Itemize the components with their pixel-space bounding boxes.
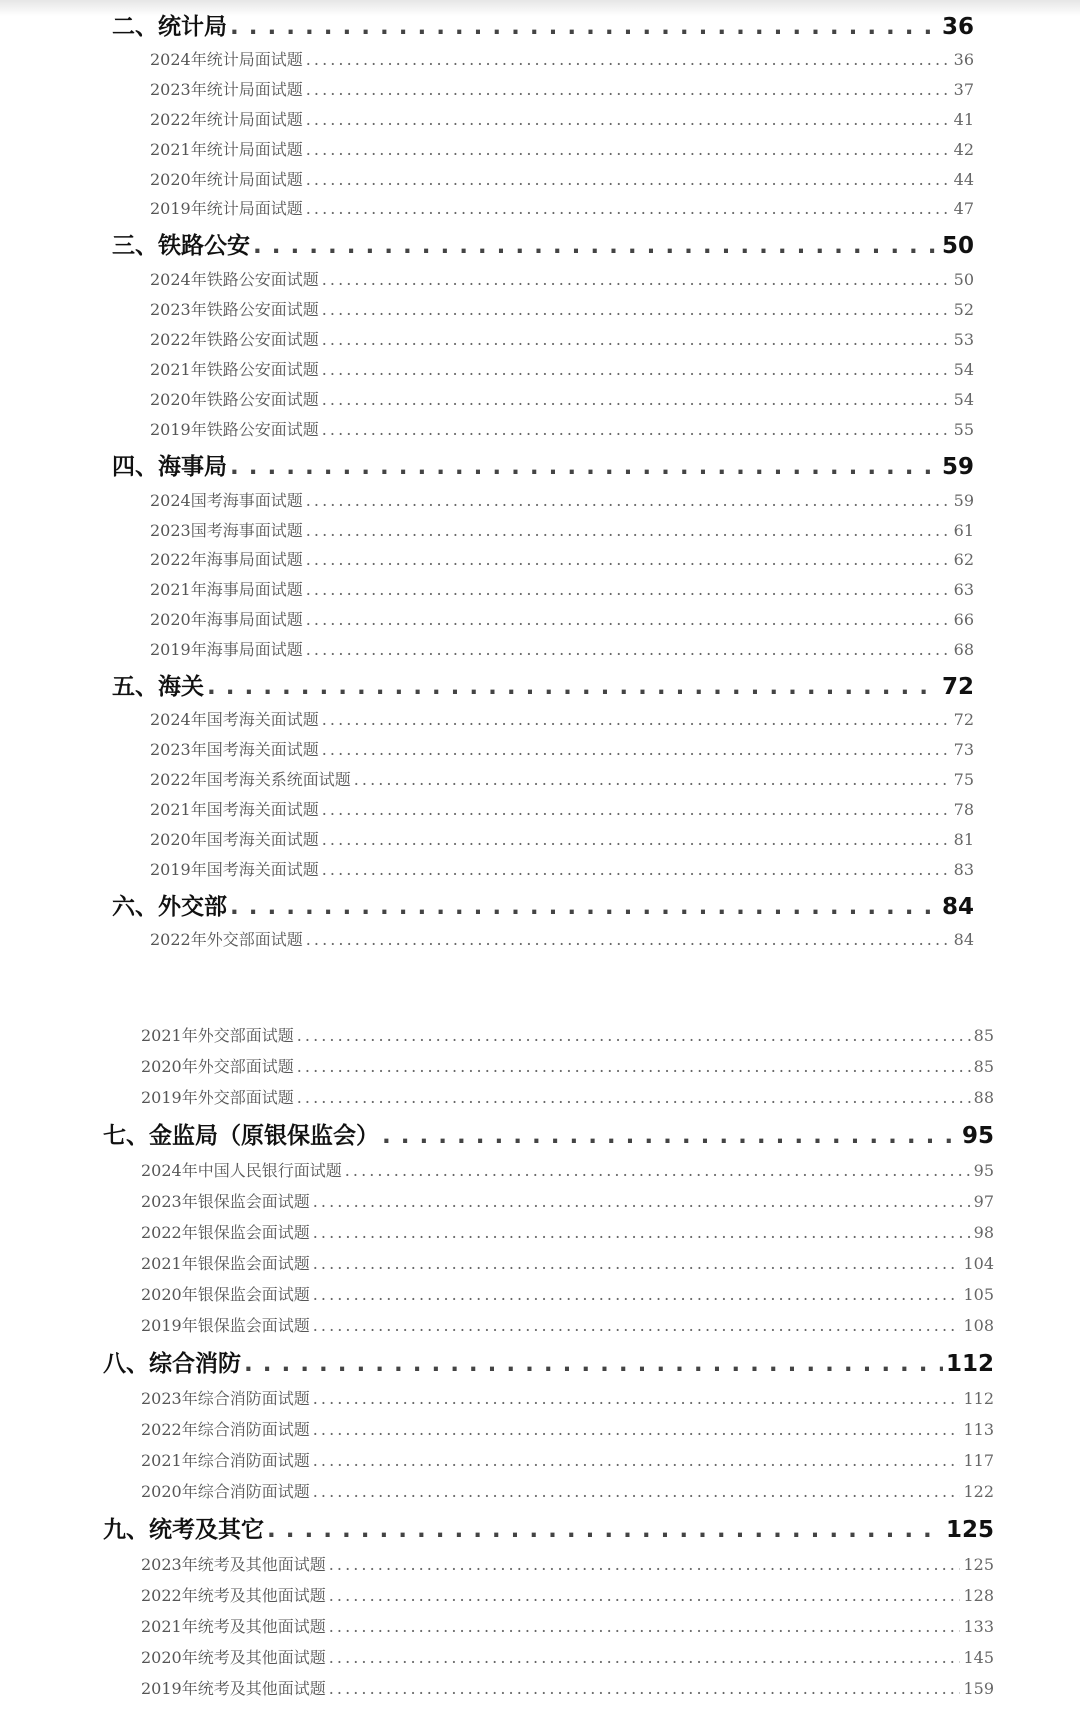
entry-title: 2024年中国人民银行面试题	[141, 1161, 342, 1180]
entry-page-number: 81	[953, 830, 974, 849]
entry-title: 2021年综合消防面试题	[141, 1451, 310, 1470]
entry-title: 2022年统考及其他面试题	[141, 1586, 326, 1605]
toc-entry[interactable]	[141, 1676, 994, 1699]
entry-title: 2024国考海事面试题	[150, 491, 303, 510]
entry-page-number: 159	[963, 1679, 994, 1698]
dot-leader	[329, 1648, 961, 1667]
entry-title: 2019年国考海关面试题	[150, 860, 319, 879]
dot-leader	[267, 1517, 943, 1543]
entry-page-number: 95	[973, 1161, 994, 1180]
section-page-number: 125	[945, 1517, 994, 1543]
entry-page-number: 41	[953, 110, 974, 129]
entry-title: 2024年统计局面试题	[150, 50, 303, 69]
entry-title: 2019年海事局面试题	[150, 640, 303, 659]
entry-title: 2022年外交部面试题	[150, 930, 303, 949]
toc-entry[interactable]	[141, 1189, 994, 1212]
entry-page-number: 78	[953, 800, 974, 819]
section-page-number: 36	[941, 14, 974, 40]
entry-page-number: 42	[953, 140, 974, 159]
entry-title: 2019年铁路公安面试题	[150, 420, 319, 439]
section-title: 三、铁路公安	[112, 233, 250, 259]
entry-title: 2020年银保监会面试题	[141, 1285, 310, 1304]
toc-entry[interactable]	[141, 1023, 994, 1046]
section-page-number: 50	[941, 233, 974, 259]
section-title: 七、金监局（原银保监会）	[103, 1123, 379, 1149]
entry-title: 2022年银保监会面试题	[141, 1223, 310, 1242]
entry-page-number: 55	[953, 420, 974, 439]
entry-page-number: 84	[953, 930, 974, 949]
entry-page-number: 54	[953, 390, 974, 409]
dot-leader	[313, 1482, 961, 1501]
entry-title: 2023年统考及其他面试题	[141, 1555, 326, 1574]
toc-entry[interactable]	[141, 1085, 994, 1108]
entry-title: 2021年铁路公安面试题	[150, 360, 319, 379]
entry-title: 2019年统计局面试题	[150, 199, 303, 218]
section-title: 四、海事局	[112, 454, 227, 480]
dot-leader	[382, 1123, 959, 1149]
toc-entry[interactable]	[141, 1448, 994, 1471]
entry-page-number: 108	[963, 1316, 994, 1335]
section-title: 九、统考及其它	[103, 1517, 264, 1543]
toc-entry[interactable]	[141, 1479, 994, 1502]
entry-page-number: 133	[963, 1617, 994, 1636]
entry-title: 2020年海事局面试题	[150, 610, 303, 629]
toc-entry[interactable]	[141, 1054, 994, 1077]
entry-page-number: 37	[953, 80, 974, 99]
entry-title: 2022年国考海关系统面试题	[150, 770, 351, 789]
section-title: 二、统计局	[112, 14, 227, 40]
section-title: 八、综合消防	[103, 1351, 241, 1377]
entry-title: 2020年外交部面试题	[141, 1057, 294, 1076]
entry-page-number: 85	[973, 1026, 994, 1045]
entry-page-number: 36	[953, 50, 974, 69]
entry-page-number: 52	[953, 300, 974, 319]
entry-page-number: 53	[953, 330, 974, 349]
dot-leader	[297, 1057, 971, 1076]
entry-page-number: 85	[973, 1057, 994, 1076]
entry-title: 2020年统考及其他面试题	[141, 1648, 326, 1667]
entry-page-number: 44	[953, 170, 974, 189]
entry-page-number: 59	[953, 491, 974, 510]
dot-leader	[313, 1254, 961, 1273]
dot-leader	[313, 1223, 971, 1242]
entry-title: 2021年统计局面试题	[150, 140, 303, 159]
entry-page-number: 128	[963, 1586, 994, 1605]
entry-title: 2023国考海事面试题	[150, 521, 303, 540]
entry-page-number: 72	[953, 710, 974, 729]
dot-leader	[313, 1451, 961, 1470]
section-page-number: 59	[941, 454, 974, 480]
entry-page-number: 97	[973, 1192, 994, 1211]
entry-title: 2021年银保监会面试题	[141, 1254, 310, 1273]
entry-page-number: 98	[973, 1223, 994, 1242]
entry-page-number: 54	[953, 360, 974, 379]
toc-entry[interactable]	[141, 1282, 994, 1305]
section-title: 五、海关	[112, 674, 204, 700]
entry-page-number: 63	[953, 580, 974, 599]
dot-leader	[313, 1389, 961, 1408]
section-page-number: 84	[941, 894, 974, 920]
dot-leader	[313, 1420, 961, 1439]
toc-entry[interactable]	[141, 1251, 994, 1274]
dot-leader	[297, 1026, 971, 1045]
entry-page-number: 68	[953, 640, 974, 659]
entry-title: 2023年国考海关面试题	[150, 740, 319, 759]
entry-title: 2024年国考海关面试题	[150, 710, 319, 729]
entry-page-number: 50	[953, 270, 974, 289]
entry-title: 2019年外交部面试题	[141, 1088, 294, 1107]
toc-entry[interactable]	[141, 1417, 994, 1440]
entry-title: 2021年海事局面试题	[150, 580, 303, 599]
entry-page-number: 75	[953, 770, 974, 789]
entry-title: 2022年统计局面试题	[150, 110, 303, 129]
entry-page-number: 125	[963, 1555, 994, 1574]
dot-leader	[329, 1586, 961, 1605]
entry-page-number: 105	[963, 1285, 994, 1304]
toc-section-heading[interactable]	[103, 1117, 994, 1150]
entry-page-number: 112	[963, 1389, 994, 1408]
entry-title: 2023年银保监会面试题	[141, 1192, 310, 1211]
dot-leader	[329, 1555, 961, 1574]
entry-page-number: 66	[953, 610, 974, 629]
entry-title: 2021年统考及其他面试题	[141, 1617, 326, 1636]
entry-page-number: 61	[953, 521, 974, 540]
entry-title: 2020年统计局面试题	[150, 170, 303, 189]
entry-title: 2020年铁路公安面试题	[150, 390, 319, 409]
entry-page-number: 83	[953, 860, 974, 879]
entry-title: 2020年综合消防面试题	[141, 1482, 310, 1501]
toc-entry[interactable]	[141, 1386, 994, 1409]
dot-leader	[329, 1679, 961, 1698]
toc-section-heading[interactable]	[103, 1511, 994, 1544]
section-title: 六、外交部	[112, 894, 227, 920]
entry-title: 2019年银保监会面试题	[141, 1316, 310, 1335]
entry-page-number: 122	[963, 1482, 994, 1501]
toc-entry[interactable]	[141, 1552, 994, 1575]
section-page-number: 112	[945, 1351, 994, 1377]
entry-title: 2020年国考海关面试题	[150, 830, 319, 849]
entry-title: 2024年铁路公安面试题	[150, 270, 319, 289]
entry-title: 2022年海事局面试题	[150, 550, 303, 569]
entry-title: 2023年综合消防面试题	[141, 1389, 310, 1408]
toc-entry[interactable]	[141, 1158, 994, 1181]
toc-entry[interactable]	[141, 1645, 994, 1668]
section-page-number: 95	[961, 1123, 994, 1149]
entry-title: 2022年综合消防面试题	[141, 1420, 310, 1439]
dot-leader	[313, 1316, 961, 1335]
toc-section-heading[interactable]	[103, 1345, 994, 1378]
dot-leader	[329, 1617, 961, 1636]
entry-title: 2021年外交部面试题	[141, 1026, 294, 1045]
toc-entry[interactable]	[141, 1583, 994, 1606]
entry-title: 2019年统考及其他面试题	[141, 1679, 326, 1698]
dot-leader	[244, 1351, 943, 1377]
dot-leader	[297, 1088, 971, 1107]
toc-entry[interactable]	[141, 1220, 994, 1243]
entry-title: 2021年国考海关面试题	[150, 800, 319, 819]
entry-page-number: 104	[963, 1254, 994, 1273]
entry-page-number: 62	[953, 550, 974, 569]
dot-leader	[313, 1192, 971, 1211]
entry-page-number: 113	[963, 1420, 994, 1439]
dot-leader	[345, 1161, 971, 1180]
entry-page-number: 88	[973, 1088, 994, 1107]
toc-entry[interactable]	[141, 1313, 994, 1336]
entry-title: 2022年铁路公安面试题	[150, 330, 319, 349]
entry-title: 2023年统计局面试题	[150, 80, 303, 99]
entry-page-number: 47	[953, 199, 974, 218]
dot-leader	[313, 1285, 961, 1304]
entry-page-number: 145	[963, 1648, 994, 1667]
entry-page-number: 73	[953, 740, 974, 759]
section-page-number: 72	[941, 674, 974, 700]
entry-title: 2023年铁路公安面试题	[150, 300, 319, 319]
toc-entry[interactable]	[141, 1614, 994, 1637]
entry-page-number: 117	[963, 1451, 994, 1470]
